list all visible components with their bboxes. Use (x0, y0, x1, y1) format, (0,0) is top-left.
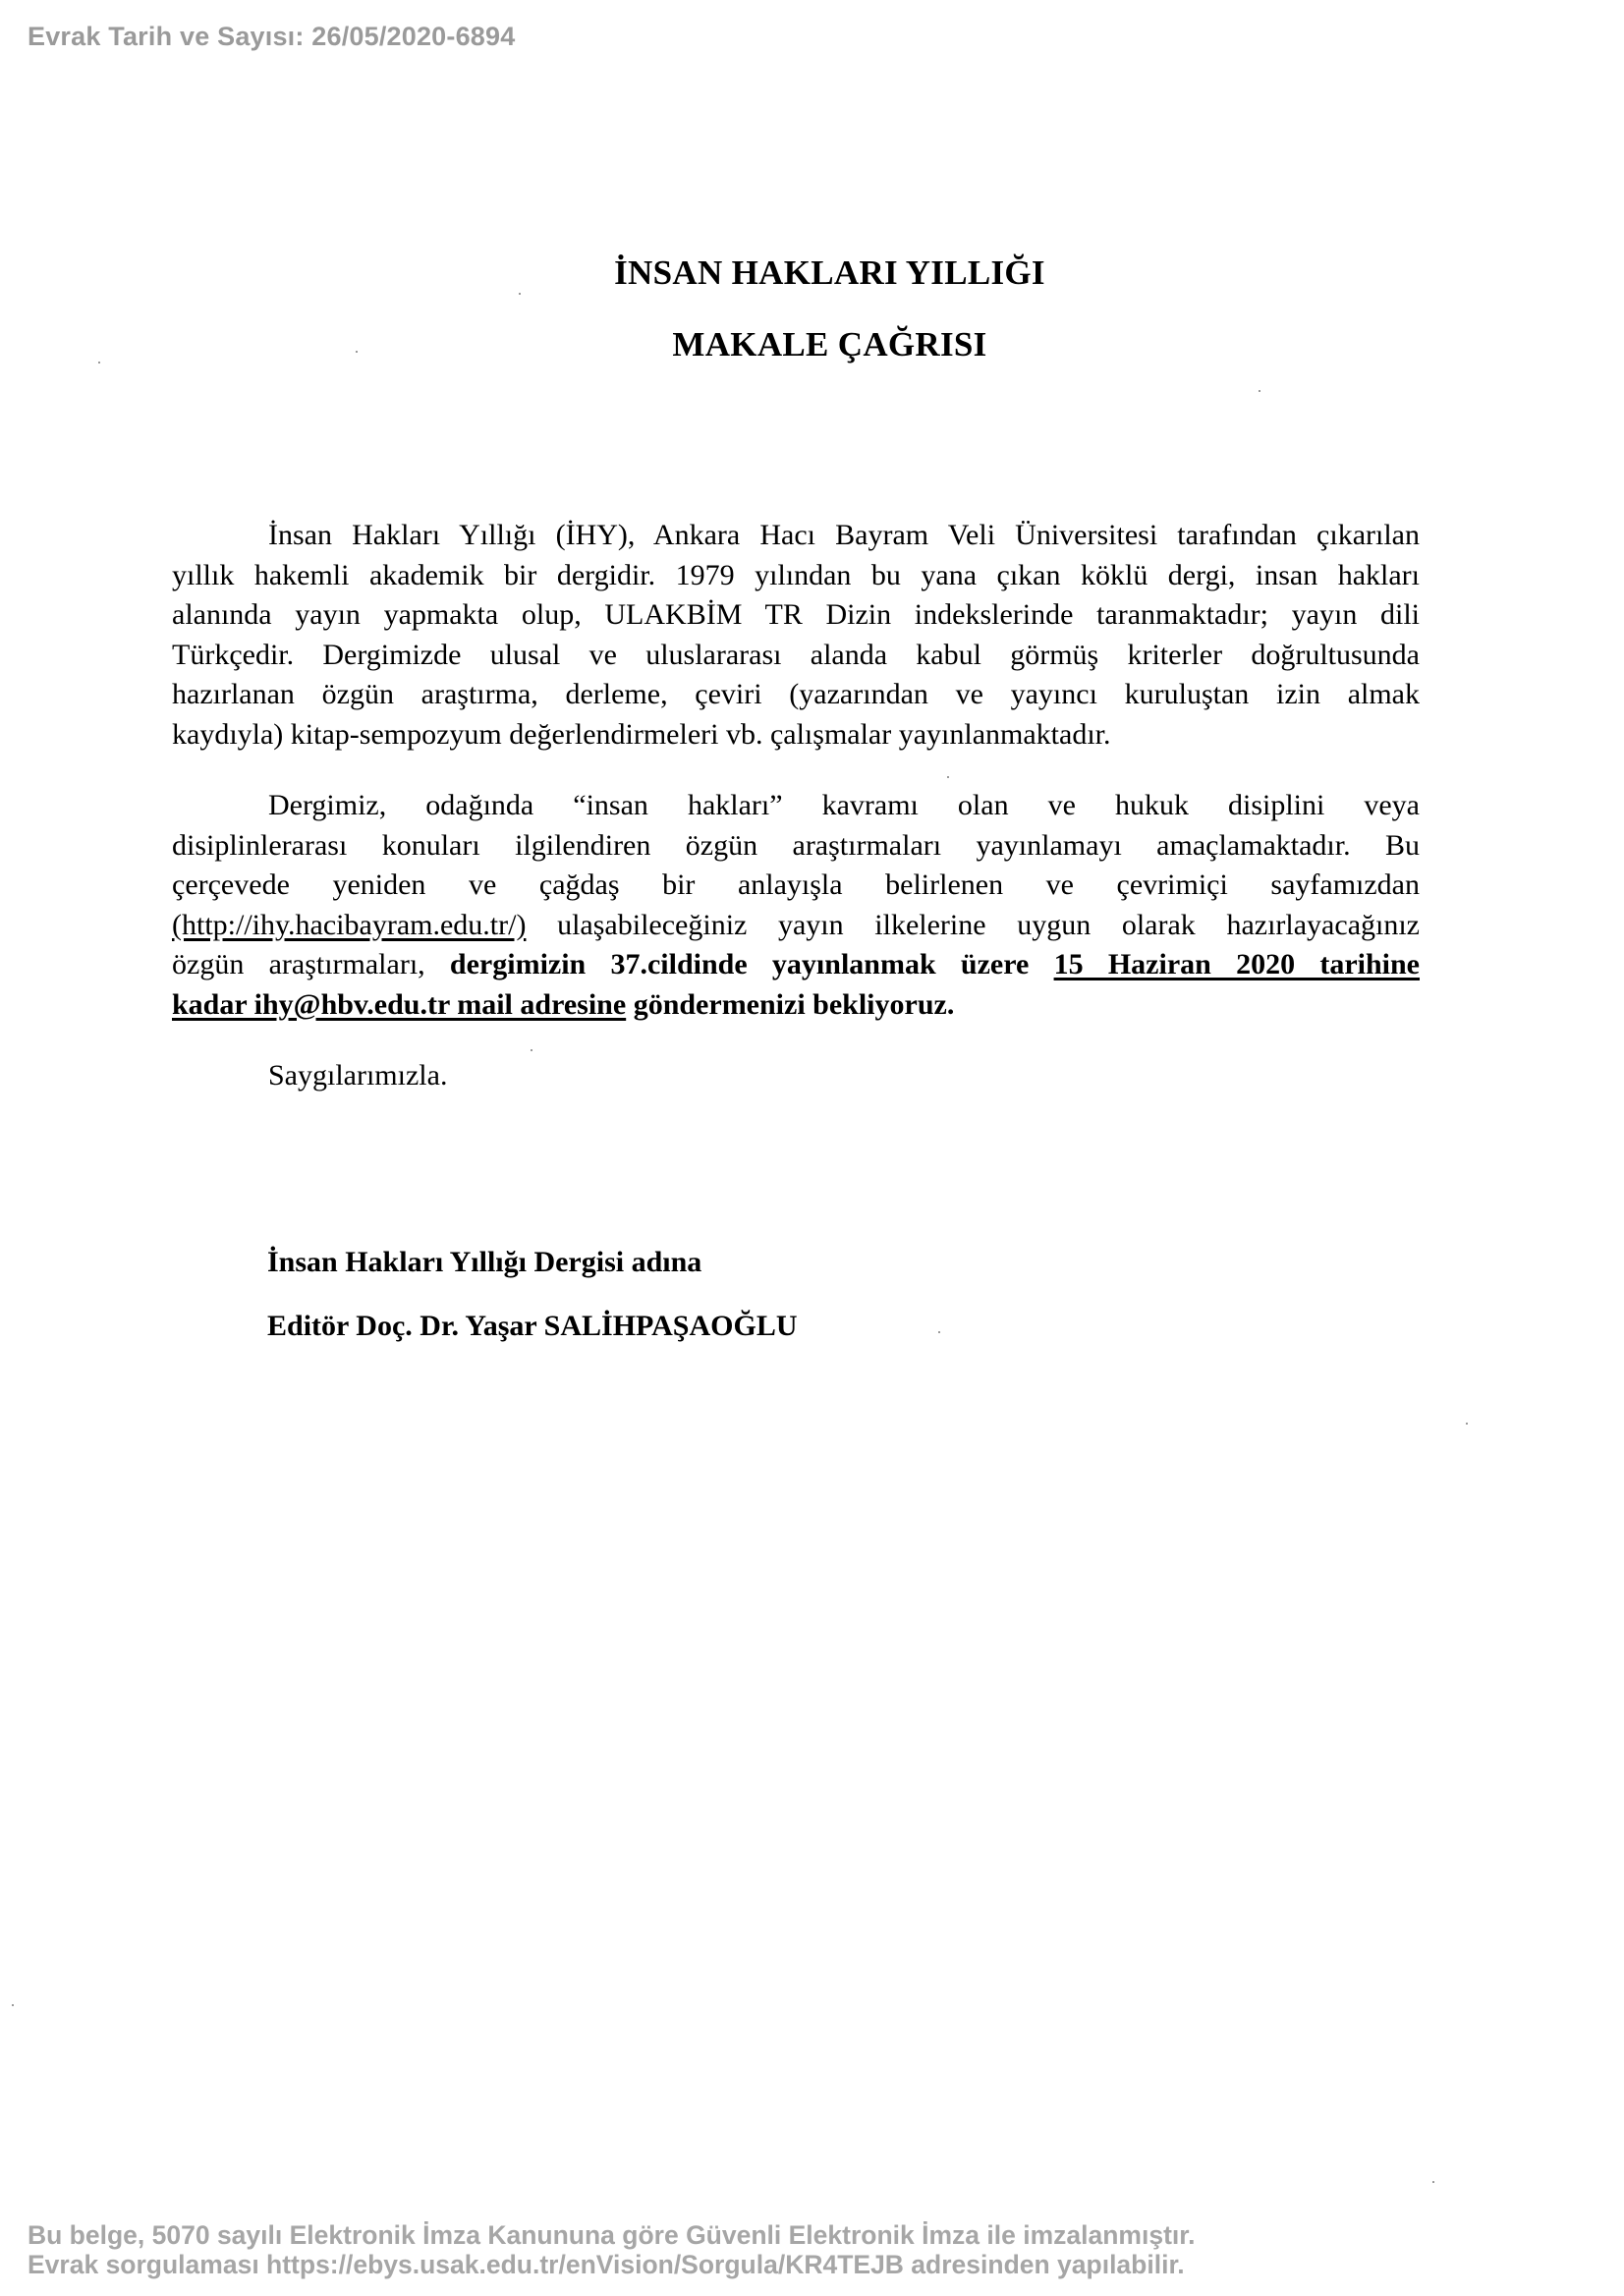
paragraph-text: ulaşabileceğiniz yayın ilkelerine uygun olarak hazırlayacağınız (526, 908, 1420, 941)
paragraph-line: Dergimiz, odağında “insan hakları” kavramı olan ve hukuk disiplini veya (268, 789, 1420, 821)
paragraph-line: hazırlanan özgün araştırma, derleme, çeviri (yazarından ve yayıncı kuruluştan izin almak (172, 678, 1420, 710)
paragraph-line (172, 945, 1420, 985)
scan-speck (519, 293, 521, 295)
volume-note: dergimizin 37.cildinde yayınlanmak üzere (449, 948, 1054, 980)
closing-greeting: Saygılarımızla. (268, 1059, 448, 1092)
paragraph-line: kaydıyla) kitap-sempozyum değerlendirmeleri vb. çalışmalar yayınlanmaktadır. (172, 717, 1111, 751)
paragraph-line: yıllık hakemli akademik bir dergidir. 1979 yılından bu yana çıkan köklü dergi, insan hakları (172, 558, 1420, 591)
signature-journal: İnsan Hakları Yıllığı Dergisi adına (267, 1246, 702, 1278)
paragraph-line: Türkçedir. Dergimizde ulusal ve uluslararası alanda kabul görmüş kriterler doğrultusunda (172, 638, 1420, 671)
signature-editor: Editör Doç. Dr. Yaşar SALİHPAŞAOĞLU (267, 1310, 798, 1342)
scan-speck (12, 2004, 14, 2006)
document-verification-notice: Evrak sorgulaması https://ebys.usak.edu.tr/enVision/Sorgula/KR4TEJB adresinden yapılabilir. (28, 2250, 1185, 2279)
journal-website-link[interactable]: (http://ihy.hacibayram.edu.tr/) (172, 908, 527, 941)
scan-speck (98, 362, 100, 364)
page-title: İNSAN HAKLARI YILLIĞI (614, 253, 1045, 292)
scan-speck (938, 1331, 940, 1333)
scan-speck (1466, 1423, 1468, 1425)
scan-speck (356, 351, 358, 353)
intro-paragraph (172, 516, 1420, 755)
submission-email[interactable]: kadar ihy@hbv.edu.tr mail adresine (172, 987, 627, 1021)
scan-speck (1432, 2181, 1434, 2183)
paragraph-line: çerçevede yeniden ve çağdaş bir anlayışla belirlenen ve çevrimiçi sayfamızdan (172, 868, 1420, 901)
paragraph-line (172, 985, 1420, 1026)
e-signature-notice: Bu belge, 5070 sayılı Elektronik İmza Kanununa göre Güvenli Elektronik İmza ile imzalanmıştır. (28, 2220, 1196, 2250)
scan-speck (947, 776, 949, 778)
paragraph-text: özgün araştırmaları, (172, 948, 450, 980)
deadline-date: 15 Haziran 2020 tarihine (1053, 948, 1420, 980)
paragraph-line: İnsan Hakları Yıllığı (İHY), Ankara Hacı Bayram Veli Üniversitesi tarafından çıkarılan (268, 519, 1420, 551)
scan-speck (1259, 390, 1260, 392)
call-paragraph (172, 786, 1420, 1025)
paragraph-line (172, 906, 1420, 946)
submission-request: göndermenizi bekliyoruz. (626, 987, 955, 1021)
document-date-number-stamp: Evrak Tarih ve Sayısı: 26/05/2020-6894 (28, 22, 516, 51)
scan-speck (531, 1049, 532, 1051)
page-subtitle: MAKALE ÇAĞRISI (672, 325, 987, 364)
paragraph-line: alanında yayın yapmakta olup, ULAKBİM TR Dizin indekslerinde taranmaktadır; yayın dili (172, 598, 1420, 631)
paragraph-line: disiplinlerarası konuları ilgilendiren özgün araştırmaları yayınlamayı amaçlamaktadır. Bu (172, 828, 1420, 862)
